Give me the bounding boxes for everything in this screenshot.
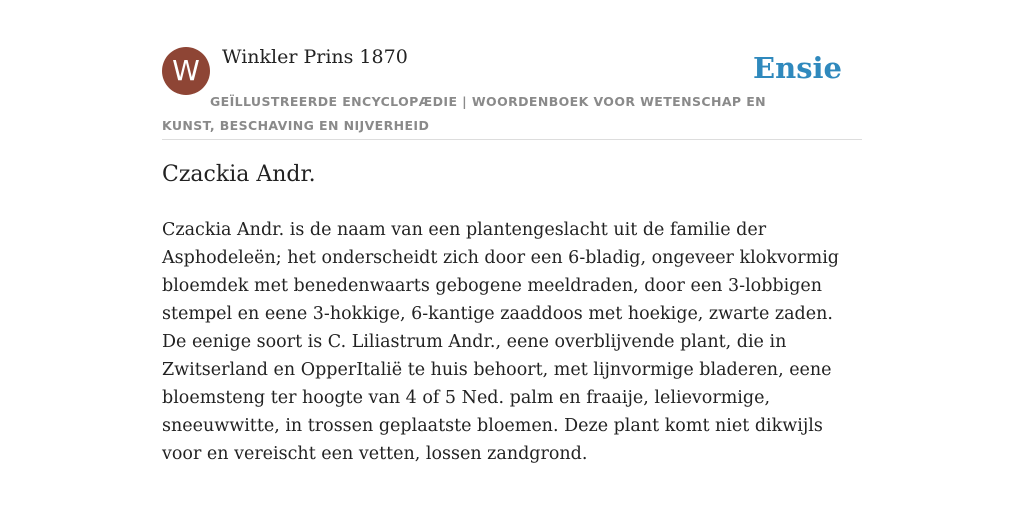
source-title[interactable]: Winkler Prins 1870 xyxy=(222,46,408,68)
source-avatar[interactable]: W xyxy=(162,47,210,95)
header-divider xyxy=(162,139,862,140)
entry-title: Czackia Andr. xyxy=(162,162,316,187)
ensie-logo[interactable]: Ensie xyxy=(753,51,842,85)
source-subtitle: GEÏLLUSTREERDE ENCYCLOPÆDIE | WOORDENBOEK VOOR WETENSCHAP EN KUNST, BESCHAVING EN NIJVERHEID xyxy=(162,94,767,133)
entry-body: Czackia Andr. is de naam van een plantengeslacht uit de familie der Asphodeleën; het onderscheidt zich door een 6-bladig, ongeveer klokvormig bloemdek met benedenwaarts gebogene meeldraden, door een 3-lobbigen stempel en eene 3-hokkige, 6-kantige zaaddoos met hoekige, zwarte zaden. De eenige soort is C. Liliastrum Andr., eene overblijvende plant, die in Zwitserland en OpperItalië te huis behoort, met lijnvormige bladeren, eene bloemsteng ter hoogte van 4 of 5 Ned. palm en fraaije, lelievormige, sneeuwwitte, in trossen geplaatste bloemen. Deze plant komt niet dikwijls voor en vereischt een vetten, lossen zandgrond. xyxy=(162,220,840,464)
